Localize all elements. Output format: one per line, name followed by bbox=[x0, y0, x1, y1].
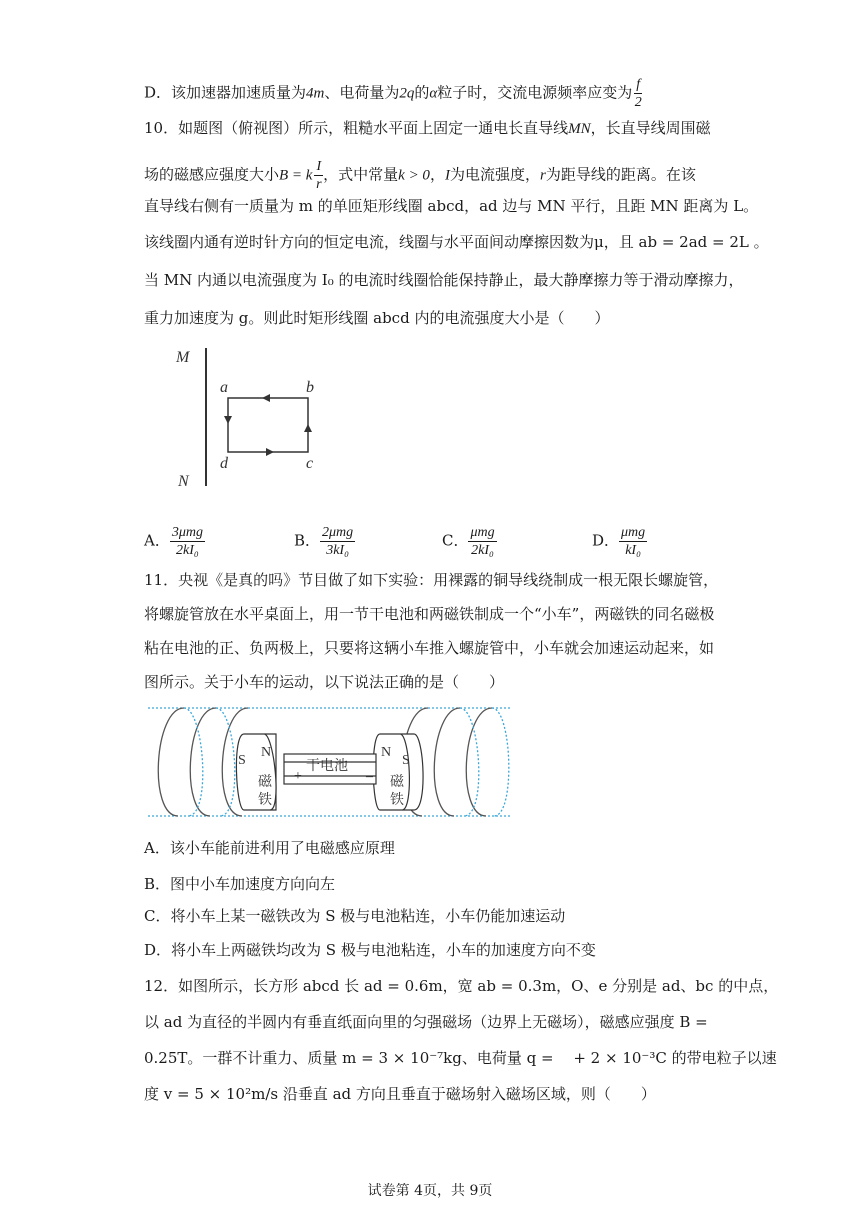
q10-option-c-den: 2kI₀ bbox=[471, 543, 494, 558]
q10-option-b-fraction bbox=[320, 524, 355, 559]
right-magnet-char2: 铁 bbox=[390, 793, 404, 808]
q10-line6: 重力加速度为 g。则此时矩形线圈 abcd 内的电流强度大小是（ ） bbox=[144, 309, 610, 327]
q10-option-b-den: 3kI₀ bbox=[326, 543, 349, 558]
q10-line2-mid2: ， bbox=[429, 165, 445, 184]
q10-line5: 当 MN 内通以电流强度为 I₀ 的电流时线圈恰能保持静止，最大静摩擦力等于滑动摩擦力， bbox=[144, 271, 744, 289]
q10-arrow-bottom bbox=[266, 448, 274, 456]
q9-frac-num: f bbox=[636, 77, 641, 92]
q9-mass: 4m bbox=[306, 85, 325, 102]
q9-alpha: α bbox=[429, 85, 438, 102]
q10-option-d[interactable] bbox=[592, 524, 647, 559]
q10-option-a-fraction bbox=[170, 524, 205, 559]
q10-line2-mid: ，式中常量 bbox=[323, 165, 399, 184]
left-magnet-n: N bbox=[261, 745, 272, 760]
q10-arrow-top bbox=[262, 394, 270, 402]
q12-line1: 12．如图所示，长方形 abcd 长 ad = 0.6m，宽 ab = 0.3m，O、e 分别是 ad、bc 的中点， bbox=[144, 977, 779, 995]
q10-rect-loop bbox=[228, 398, 308, 452]
q11-option-a[interactable]: A．该小车能前进利用了电磁感应原理 bbox=[144, 839, 395, 857]
q10-option-d-fraction bbox=[619, 524, 647, 559]
q10-arrow-left bbox=[224, 416, 232, 424]
q10-k-positive: k > 0 bbox=[398, 167, 430, 184]
q11-option-c[interactable]: C．将小车上某一磁铁改为 S 极与电池粘连，小车仍能加速运动 bbox=[144, 907, 566, 925]
q10-label-n: N bbox=[178, 473, 189, 490]
q10-option-c[interactable] bbox=[442, 524, 497, 559]
q10-option-d-num: μmg bbox=[621, 525, 646, 540]
q10-label-b: b bbox=[306, 379, 314, 396]
q10-option-a-den: 2kI₀ bbox=[176, 543, 199, 558]
q11-line4: 图所示。关于小车的运动，以下说法正确的是（ ） bbox=[144, 673, 505, 691]
q10-wire-loop-figure bbox=[170, 342, 330, 492]
q10-line4: 该线圈内通有逆时针方向的恒定电流，线圈与水平面间动摩擦因数为μ，且 ab = 2ad = 2L 。 bbox=[144, 233, 769, 251]
q10-line1-end: ，长直导线周围磁 bbox=[590, 119, 711, 137]
right-magnet-s: S bbox=[402, 753, 410, 768]
left-magnet-s: S bbox=[238, 753, 246, 768]
q10-line2 bbox=[144, 158, 696, 193]
page-footer: 试卷第 4页，共 9页 bbox=[367, 1183, 493, 1199]
q9-option-d-text: D．该加速器加速质量为 bbox=[144, 83, 307, 102]
battery-plus: + bbox=[294, 769, 302, 784]
q10-option-c-fraction bbox=[468, 524, 496, 559]
q10-arrow-right bbox=[304, 424, 312, 432]
q10-line1-text: 10．如题图（俯视图）所示，粗糙水平面上固定一通电长直导线 bbox=[144, 119, 569, 137]
q10-option-c-num: μmg bbox=[470, 525, 495, 540]
battery-minus: – bbox=[366, 769, 373, 784]
q10-option-d-den: kI₀ bbox=[625, 543, 641, 558]
q12-line3: 0.25T。一群不计重力、质量 m = 3 × 10⁻⁷kg、电荷量 q = + 2 × 10⁻³C 的带电粒子以速 bbox=[144, 1049, 777, 1067]
right-magnet-n: N bbox=[381, 745, 392, 760]
q11-line2: 将螺旋管放在水平桌面上，用一节干电池和两磁铁制成一个“小车”，两磁铁的同名磁极 bbox=[144, 605, 715, 623]
q10-label-m: M bbox=[176, 349, 190, 366]
q11-solenoid-car-figure bbox=[144, 700, 516, 822]
q12-line4: 度 v = 5 × 10²m/s 沿垂直 ad 方向且垂直于磁场射入磁场区域，则（ ） bbox=[144, 1085, 656, 1103]
q11-option-b[interactable]: B．图中小车加速度方向向左 bbox=[144, 875, 336, 893]
q10-option-c-label: C． bbox=[442, 531, 469, 550]
q9-option-d bbox=[144, 76, 642, 111]
q10-option-a-num: 3μmg bbox=[171, 525, 203, 540]
q11-option-d[interactable]: D．将小车上两磁铁均改为 S 极与电池粘连，小车的加速度方向不变 bbox=[144, 941, 596, 959]
q10-option-a[interactable] bbox=[144, 524, 205, 559]
q10-mn: MN bbox=[568, 121, 591, 137]
left-magnet-char2: 铁 bbox=[258, 793, 272, 808]
q10-line2-pre: 场的磁感应强度大小 bbox=[144, 165, 280, 184]
q9-charge: 2q bbox=[399, 85, 415, 102]
q11-line3: 粘在电池的正、负两极上，只要将这辆小车推入螺旋管中，小车就会加速运动起来，如 bbox=[144, 639, 715, 657]
q10-option-b-num: 2μmg bbox=[322, 525, 354, 540]
q9-frac-den: 2 bbox=[634, 95, 642, 110]
q9-option-d-text3: 的 bbox=[414, 83, 430, 102]
right-magnet-char1: 磁 bbox=[390, 775, 404, 790]
q10-i-symbol: I bbox=[444, 167, 450, 184]
q10-option-b-label: B． bbox=[294, 531, 321, 550]
q9-option-d-text2: 、电荷量为 bbox=[324, 83, 400, 102]
q10-line1 bbox=[144, 118, 711, 139]
q10-line2-mid3: 为电流强度， bbox=[449, 165, 540, 184]
q10-line2-end: 为距导线的距离。在该 bbox=[545, 165, 696, 184]
q9-option-d-text4: 粒子时，交流电源频率应变为 bbox=[437, 83, 633, 102]
q11-line1: 11．央视《是真的吗》节目做了如下实验：用裸露的铜导线绕制成一根无限长螺旋管， bbox=[144, 571, 719, 589]
q10-r-symbol: r bbox=[539, 167, 546, 184]
q10-line3: 直导线右侧有一质量为 m 的单匝矩形线圈 abcd，ad 边与 MN 平行，且距 MN 距离为 L。 bbox=[144, 197, 759, 215]
battery-label: 干电池 bbox=[306, 759, 348, 774]
q10-frac-num: I bbox=[316, 159, 322, 174]
q10-frac-den: r bbox=[316, 177, 322, 192]
left-magnet-char1: 磁 bbox=[258, 775, 272, 790]
q9-frequency-fraction bbox=[634, 76, 642, 111]
q10-formula-fraction bbox=[314, 158, 323, 193]
q10-option-a-label: A． bbox=[144, 531, 170, 550]
q10-label-a: a bbox=[220, 379, 228, 396]
q10-label-d: d bbox=[220, 455, 228, 472]
q10-option-d-label: D． bbox=[592, 531, 620, 550]
q10-option-b[interactable] bbox=[294, 524, 355, 559]
q12-line2: 以 ad 为直径的半圆内有垂直纸面向里的匀强磁场（边界上无磁场），磁感应强度 B = bbox=[144, 1013, 708, 1031]
q10-formula-bk: B = k bbox=[279, 167, 313, 184]
q10-label-c: c bbox=[306, 455, 314, 472]
